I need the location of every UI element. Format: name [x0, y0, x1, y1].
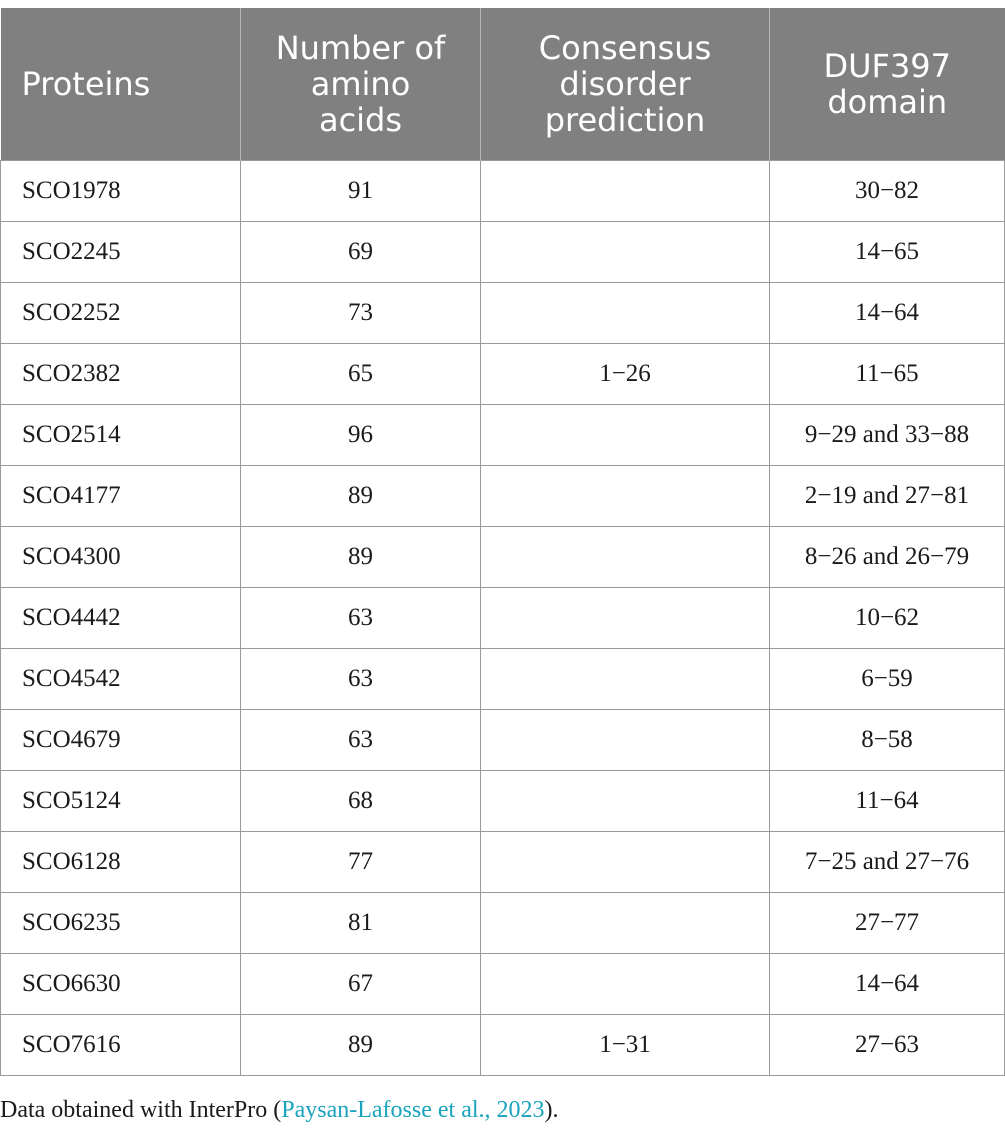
- cell-protein: SCO2252: [1, 283, 241, 344]
- cell-duf397-domain: 11−65: [770, 344, 1005, 405]
- cell-duf397-domain: 10−62: [770, 588, 1005, 649]
- table-row: [1, 649, 1005, 710]
- footnote-prefix: Data obtained with InterPro (: [0, 1097, 282, 1123]
- cell-disorder-prediction: [481, 588, 770, 649]
- table-row: [1, 893, 1005, 954]
- header-line: DUF397: [823, 47, 952, 85]
- cell-disorder-prediction: [481, 527, 770, 588]
- header-line: acids: [318, 101, 403, 139]
- cell-duf397-domain: 9−29 and 33−88: [770, 405, 1005, 466]
- cell-protein: SCO4177: [1, 466, 241, 527]
- table-row: [1, 1015, 1005, 1076]
- header-line: prediction: [544, 101, 706, 139]
- cell-duf397-domain: 6−59: [770, 649, 1005, 710]
- table-row: [1, 527, 1005, 588]
- table-row: [1, 283, 1005, 344]
- cell-duf397-domain: 27−77: [770, 893, 1005, 954]
- cell-amino-acids: 89: [241, 466, 481, 527]
- cell-disorder-prediction: [481, 649, 770, 710]
- cell-protein: SCO2514: [1, 405, 241, 466]
- cell-protein: SCO1978: [1, 161, 241, 222]
- table-row: [1, 222, 1005, 283]
- cell-disorder-prediction: [481, 710, 770, 771]
- header-line: Consensus: [538, 29, 712, 67]
- header-duf397-domain: [770, 8, 1005, 161]
- cell-protein: SCO6630: [1, 954, 241, 1015]
- cell-amino-acids: 63: [241, 649, 481, 710]
- header-amino-acids: [241, 8, 481, 161]
- cell-protein: SCO4679: [1, 710, 241, 771]
- table-footnote: [0, 1097, 559, 1124]
- cell-protein: SCO5124: [1, 771, 241, 832]
- cell-amino-acids: 63: [241, 710, 481, 771]
- cell-amino-acids: 81: [241, 893, 481, 954]
- table-header-row: [1, 8, 1005, 161]
- cell-amino-acids: 67: [241, 954, 481, 1015]
- cell-disorder-prediction: [481, 466, 770, 527]
- cell-amino-acids: 63: [241, 588, 481, 649]
- cell-disorder-prediction: [481, 893, 770, 954]
- header-line: domain: [827, 83, 948, 121]
- cell-duf397-domain: 8−26 and 26−79: [770, 527, 1005, 588]
- header-line: Proteins: [21, 65, 151, 103]
- cell-duf397-domain: 14−65: [770, 222, 1005, 283]
- table-row: [1, 405, 1005, 466]
- cell-protein: SCO7616: [1, 1015, 241, 1076]
- table-row: [1, 771, 1005, 832]
- cell-amino-acids: 89: [241, 527, 481, 588]
- cell-amino-acids: 65: [241, 344, 481, 405]
- cell-duf397-domain: 30−82: [770, 161, 1005, 222]
- cell-disorder-prediction: 1−26: [481, 344, 770, 405]
- cell-duf397-domain: 11−64: [770, 771, 1005, 832]
- footnote-suffix: ).: [544, 1097, 559, 1123]
- cell-amino-acids: 91: [241, 161, 481, 222]
- header-line: Number of: [275, 29, 446, 67]
- table-row: [1, 344, 1005, 405]
- cell-amino-acids: 69: [241, 222, 481, 283]
- table-row: [1, 710, 1005, 771]
- cell-protein: SCO6235: [1, 893, 241, 954]
- table-row: [1, 466, 1005, 527]
- table-row: [1, 832, 1005, 893]
- cell-duf397-domain: 27−63: [770, 1015, 1005, 1076]
- cell-disorder-prediction: [481, 283, 770, 344]
- cell-disorder-prediction: [481, 161, 770, 222]
- cell-protein: SCO2382: [1, 344, 241, 405]
- cell-amino-acids: 73: [241, 283, 481, 344]
- table-row: [1, 588, 1005, 649]
- cell-duf397-domain: 8−58: [770, 710, 1005, 771]
- cell-protein: SCO4542: [1, 649, 241, 710]
- cell-amino-acids: 68: [241, 771, 481, 832]
- cell-duf397-domain: 7−25 and 27−76: [770, 832, 1005, 893]
- cell-disorder-prediction: [481, 405, 770, 466]
- cell-protein: SCO4442: [1, 588, 241, 649]
- data-table-container: [0, 8, 1004, 1076]
- cell-amino-acids: 89: [241, 1015, 481, 1076]
- cell-duf397-domain: 14−64: [770, 954, 1005, 1015]
- header-proteins: [1, 8, 241, 161]
- header-line: amino: [310, 65, 411, 103]
- table-row: [1, 161, 1005, 222]
- cell-duf397-domain: 2−19 and 27−81: [770, 466, 1005, 527]
- cell-amino-acids: 77: [241, 832, 481, 893]
- cell-protein: SCO6128: [1, 832, 241, 893]
- cell-disorder-prediction: [481, 222, 770, 283]
- cell-protein: SCO2245: [1, 222, 241, 283]
- protein-table: [0, 8, 1005, 1076]
- table-body: [1, 161, 1005, 1076]
- cell-disorder-prediction: [481, 954, 770, 1015]
- cell-disorder-prediction: [481, 832, 770, 893]
- cell-amino-acids: 96: [241, 405, 481, 466]
- header-line: disorder: [559, 65, 691, 103]
- table-row: [1, 954, 1005, 1015]
- cell-duf397-domain: 14−64: [770, 283, 1005, 344]
- citation-link[interactable]: Paysan-Lafosse et al., 2023: [281, 1097, 545, 1123]
- cell-disorder-prediction: 1−31: [481, 1015, 770, 1076]
- cell-protein: SCO4300: [1, 527, 241, 588]
- cell-disorder-prediction: [481, 771, 770, 832]
- header-disorder-prediction: [481, 8, 770, 161]
